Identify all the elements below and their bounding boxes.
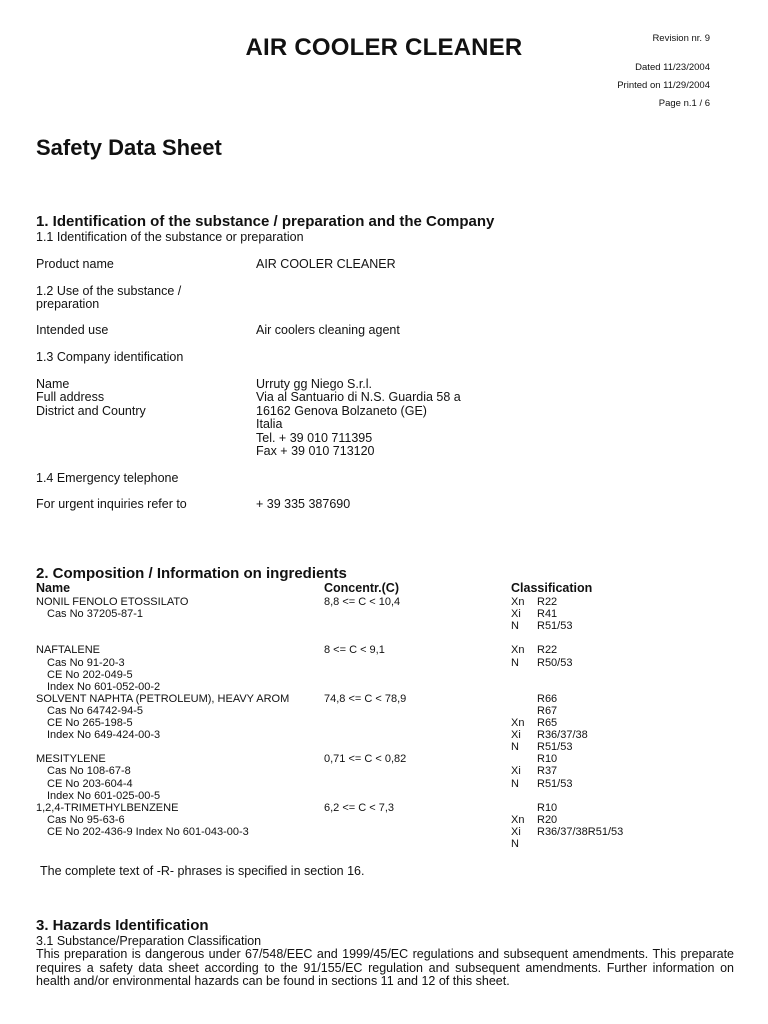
risk-phrase: R51/53 bbox=[537, 620, 573, 633]
subsection-1-1: 1.1 Identification of the substance or preparation bbox=[36, 230, 304, 244]
ingredient-concentration: 0,71 <= C < 0,82 bbox=[324, 753, 407, 766]
section-1-heading: 1. Identification of the substance / preparation and the Company bbox=[36, 213, 495, 230]
ingredient-name: Cas No 37205-87-1 bbox=[47, 608, 144, 621]
full-address-label: Full address bbox=[36, 390, 105, 404]
ingredient-name: NAFTALENE bbox=[36, 644, 100, 657]
risk-phrase: R36/37/38R51/53 bbox=[537, 825, 624, 838]
subsection-3-1: 3.1 Substance/Preparation Classification bbox=[36, 934, 262, 948]
ingredient-name: SOLVENT NAPHTA (PETROLEUM), HEAVY AROM bbox=[36, 692, 290, 705]
subsection-1-2-line2: preparation bbox=[36, 297, 100, 311]
risk-phrase: R10 bbox=[537, 801, 558, 814]
intended-use-label: Intended use bbox=[36, 323, 109, 337]
risk-phrase: R65 bbox=[537, 717, 558, 729]
risk-phrase: R20 bbox=[537, 813, 558, 826]
risk-phrase: R41 bbox=[537, 608, 558, 621]
ingredient-name: MESITYLENE bbox=[36, 753, 106, 766]
risk-phrase: R22 bbox=[537, 644, 558, 657]
ingredient-name: CE No 203-604-4 bbox=[47, 777, 133, 790]
r-phrases-note: The complete text of -R- phrases is specified in section 16. bbox=[40, 864, 365, 878]
hazard-symbol: N bbox=[511, 741, 519, 754]
ingredient-concentration: 8 <= C < 9,1 bbox=[324, 644, 385, 657]
ingredient-name: NONIL FENOLO ETOSSILATO bbox=[36, 596, 189, 608]
company-name: Urruty gg Niego S.r.l. bbox=[256, 377, 373, 391]
risk-phrase: R37 bbox=[537, 765, 558, 778]
subsection-1-4: 1.4 Emergency telephone bbox=[36, 471, 179, 485]
emergency-phone-number: + 39 335 387690 bbox=[256, 497, 351, 511]
risk-phrase: R51/53 bbox=[537, 777, 573, 790]
subsection-1-2-line1: 1.2 Use of the substance / bbox=[36, 284, 182, 298]
ingredient-name: CE No 202-436-9 Index No 601-043-00-3 bbox=[47, 825, 249, 838]
company-country: Italia bbox=[256, 417, 283, 431]
ingredient-name: Cas No 108-67-8 bbox=[47, 765, 131, 778]
hazard-symbol: Xn bbox=[511, 717, 525, 729]
hazard-symbol: N bbox=[511, 656, 519, 669]
ingredient-name: Cas No 64742-94-5 bbox=[47, 704, 144, 717]
ingredient-name: Cas No 95-63-6 bbox=[47, 813, 125, 826]
risk-phrase: R51/53 bbox=[537, 741, 573, 754]
printed-date: Printed on 11/29/2004 bbox=[617, 80, 710, 91]
ingredient-concentration: 6,2 <= C < 7,3 bbox=[324, 801, 395, 814]
name-label: Name bbox=[36, 377, 70, 391]
hazard-symbol: Xi bbox=[511, 729, 521, 742]
page-title: Safety Data Sheet bbox=[36, 135, 222, 160]
col-header-concentration: Concentr.(C) bbox=[324, 581, 399, 595]
district-country-label: District and Country bbox=[36, 404, 146, 418]
ingredient-name: 1,2,4-TRIMETHYLBENZENE bbox=[36, 801, 179, 814]
company-street: Via al Santuario di N.S. Guardia 58 a bbox=[256, 390, 461, 404]
revision-number: Revision nr. 9 bbox=[652, 33, 710, 44]
ingredient-name: Cas No 91-20-3 bbox=[47, 656, 125, 669]
hazard-symbol: Xi bbox=[511, 765, 521, 778]
risk-phrase: R22 bbox=[537, 596, 558, 608]
hazard-symbol: N bbox=[511, 620, 519, 633]
company-phone: Tel. + 39 010 711395 bbox=[256, 431, 373, 445]
ingredient-concentration: 74,8 <= C < 78,9 bbox=[324, 692, 407, 705]
ingredient-name: CE No 265-198-5 bbox=[47, 717, 133, 729]
product-name-label: Product name bbox=[36, 257, 114, 271]
document-title: AIR COOLER CLEANER bbox=[245, 34, 523, 61]
intended-use-value: Air coolers cleaning agent bbox=[256, 323, 400, 337]
ingredient-name: CE No 202-049-5 bbox=[47, 668, 133, 681]
hazard-symbol: Xi bbox=[511, 825, 521, 838]
subsection-1-3: 1.3 Company identification bbox=[36, 350, 184, 364]
hazard-symbol: N bbox=[511, 838, 519, 850]
risk-phrase: R67 bbox=[537, 704, 558, 717]
hazard-symbol: Xn bbox=[511, 596, 525, 608]
ingredient-name: Index No 601-052-00-2 bbox=[47, 680, 161, 693]
risk-phrase: R36/37/38 bbox=[537, 729, 588, 742]
ingredient-name: Index No 649-424-00-3 bbox=[47, 729, 161, 742]
hazard-symbol: Xn bbox=[511, 813, 525, 826]
company-city: 16162 Genova Bolzaneto (GE) bbox=[256, 404, 427, 418]
hazard-symbol: N bbox=[511, 777, 519, 790]
hazard-symbol: Xi bbox=[511, 608, 521, 621]
risk-phrase: R50/53 bbox=[537, 656, 573, 669]
urgent-inquiries-label: For urgent inquiries refer to bbox=[36, 497, 187, 511]
page-number: Page n.1 / 6 bbox=[658, 98, 710, 109]
col-header-name: Name bbox=[36, 581, 71, 595]
ingredient-concentration: 8,8 <= C < 10,4 bbox=[324, 596, 401, 608]
risk-phrase: R10 bbox=[537, 753, 558, 766]
section-2-heading: 2. Composition / Information on ingredients bbox=[36, 565, 347, 582]
hazards-paragraph: This preparation is dangerous under 67/548/EEC and 1999/45/EC regulations and subsequent amendments. This preparate requires a safety data sheet according to the 91/155/EC regulation and subsequent amendments. Further information on health and/or environmental hazards can be found in sections 11 and 12 of this sheet. bbox=[36, 947, 734, 988]
col-header-classification: Classification bbox=[511, 581, 593, 595]
risk-phrase: R66 bbox=[537, 692, 558, 705]
company-fax: Fax + 39 010 713120 bbox=[256, 444, 375, 458]
section-3-heading: 3. Hazards Identification bbox=[36, 917, 209, 934]
ingredient-name: Index No 601-025-00-5 bbox=[47, 789, 161, 802]
hazard-symbol: Xn bbox=[511, 644, 525, 657]
dated-text: Dated 11/23/2004 bbox=[635, 62, 710, 73]
product-name-value: AIR COOLER CLEANER bbox=[256, 257, 396, 271]
